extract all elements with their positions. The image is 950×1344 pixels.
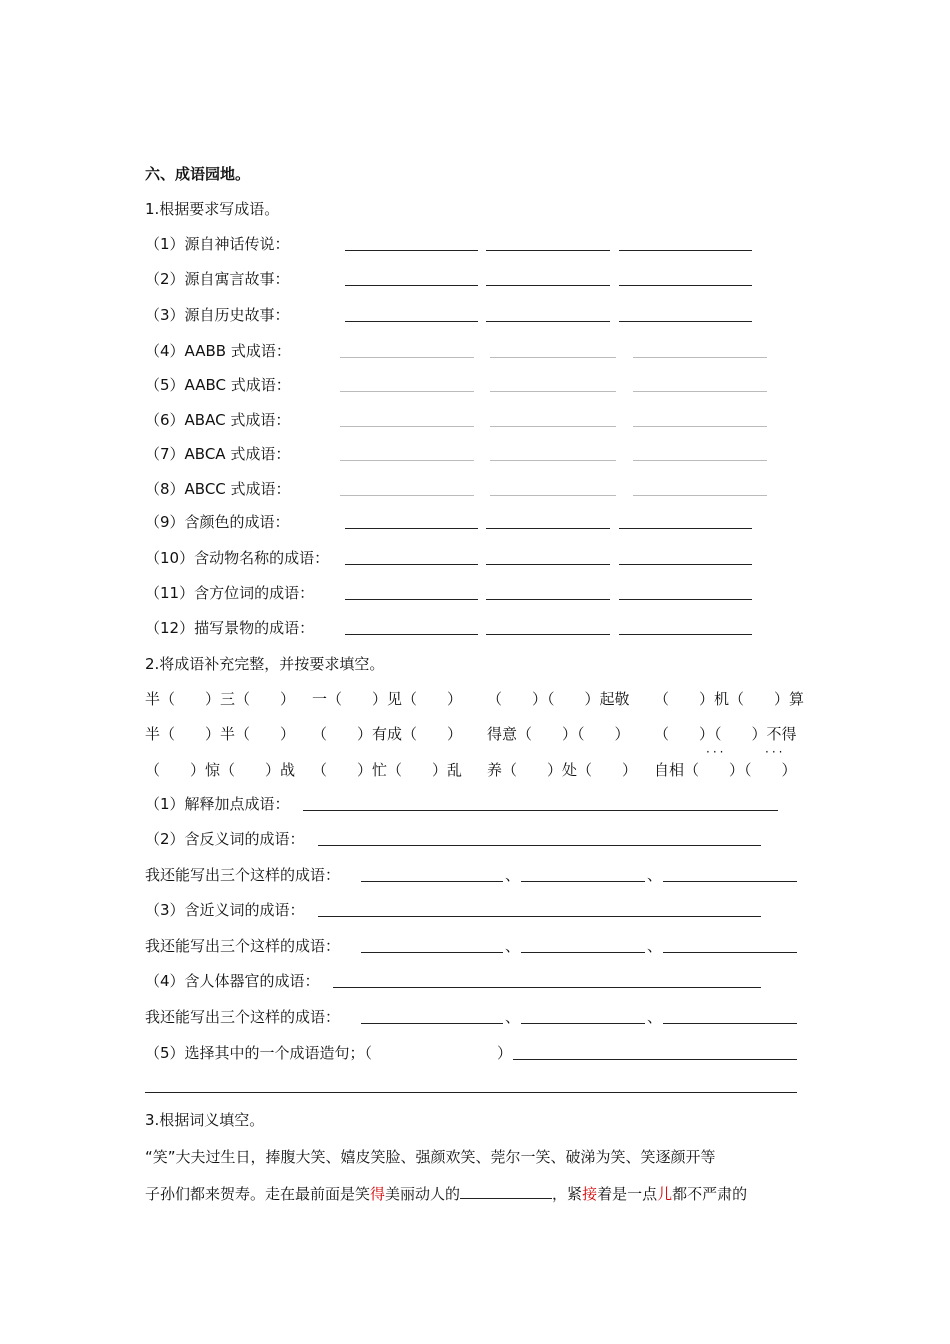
q2-more-blank[interactable] — [663, 881, 797, 882]
q1-answer-blank[interactable] — [340, 357, 474, 358]
q1-answer-blank[interactable] — [619, 599, 752, 600]
q3-paragraph-line2 — [145, 1184, 810, 1204]
q1-item-label: （10）含动物名称的成语： — [145, 549, 330, 567]
idiom-cell[interactable]: （ ）（ ）不得 — [654, 725, 797, 743]
q1-answer-blank[interactable] — [345, 250, 478, 251]
idiom-cell[interactable]: （ ）忙（ ）乱 — [312, 761, 463, 779]
q2-sub5-label: （5）选择其中的一个成语造句；（ — [145, 1044, 373, 1062]
q1-item-label: （7）ABCA 式成语： — [145, 445, 291, 463]
q2-title: 2.将成语补充完整，并按要求填空。 — [145, 655, 385, 673]
q3-title: 3.根据词义填空。 — [145, 1111, 265, 1129]
idiom-cell[interactable]: （ ）（ ）起敬 — [487, 690, 630, 708]
q1-answer-blank[interactable] — [345, 285, 478, 286]
q2-more-blank[interactable] — [521, 1023, 645, 1024]
emphasis-dots: ··· — [706, 745, 727, 759]
q1-answer-blank[interactable] — [619, 285, 752, 286]
q2-more-label: 我还能写出三个这样的成语： — [145, 937, 341, 955]
q1-answer-blank[interactable] — [486, 634, 610, 635]
q1-answer-blank[interactable] — [490, 391, 616, 392]
q3-highlight: 儿 — [657, 1185, 673, 1203]
q1-answer-blank[interactable] — [340, 426, 474, 427]
q1-answer-blank[interactable] — [345, 634, 478, 635]
q2-sub1-label: （1）解释加点成语： — [145, 795, 290, 813]
q1-answer-blank[interactable] — [619, 321, 752, 322]
q1-item-label: （4）AABB 式成语： — [145, 342, 291, 360]
q3-text: ，紧 — [552, 1185, 583, 1203]
q1-item-label: （5）AABC 式成语： — [145, 376, 291, 394]
q2-sub3-label: （3）含近义词的成语： — [145, 901, 305, 919]
q1-answer-blank[interactable] — [633, 391, 767, 392]
q3-highlight: 得 — [370, 1185, 386, 1203]
q1-item-label: （8）ABCC 式成语： — [145, 480, 291, 498]
idiom-cell[interactable]: （ ）有成（ ） — [312, 725, 463, 743]
emphasis-dots: ··· — [765, 745, 786, 759]
q1-answer-blank[interactable] — [486, 321, 610, 322]
section-title: 六、成语园地。 — [145, 165, 251, 183]
q2-sub5-blank-line2[interactable] — [145, 1092, 797, 1093]
idiom-cell[interactable]: 自相（ ）（ ） — [654, 761, 797, 779]
q3-text: 美丽动人的 — [385, 1185, 461, 1203]
q2-sub4-label: （4）含人体器官的成语： — [145, 972, 320, 990]
q2-sub5-paren: ） — [497, 1044, 513, 1062]
q2-more-blank[interactable] — [521, 881, 645, 882]
q1-answer-blank[interactable] — [490, 460, 616, 461]
q1-answer-blank[interactable] — [345, 321, 478, 322]
q3-blank[interactable] — [460, 1184, 552, 1199]
idiom-cell[interactable]: 一（ ）见（ ） — [312, 690, 463, 708]
q3-text: 着是一点 — [597, 1185, 658, 1203]
idiom-cell[interactable]: （ ）机（ ）算 — [654, 690, 805, 708]
q1-answer-blank[interactable] — [340, 391, 474, 392]
q1-answer-blank[interactable] — [633, 426, 767, 427]
q1-answer-blank[interactable] — [486, 599, 610, 600]
q1-answer-blank[interactable] — [619, 250, 752, 251]
q1-answer-blank[interactable] — [633, 357, 767, 358]
q1-answer-blank[interactable] — [486, 528, 610, 529]
q1-answer-blank[interactable] — [619, 634, 752, 635]
q1-item-label: （11）含方位词的成语： — [145, 584, 315, 602]
q1-answer-blank[interactable] — [486, 250, 610, 251]
q2-sep: 、 — [647, 1008, 663, 1026]
q2-sub4-blank[interactable] — [333, 987, 761, 988]
q2-more-blank[interactable] — [361, 881, 503, 882]
q2-more-blank[interactable] — [663, 952, 797, 953]
q1-answer-blank[interactable] — [486, 285, 610, 286]
q1-answer-blank[interactable] — [340, 495, 474, 496]
q2-more-blank[interactable] — [521, 952, 645, 953]
q1-item-label: （2）源自寓言故事： — [145, 270, 290, 288]
q1-answer-blank[interactable] — [490, 495, 616, 496]
q2-sep: 、 — [505, 937, 521, 955]
q1-answer-blank[interactable] — [340, 460, 474, 461]
idiom-cell[interactable]: 养（ ）处（ ） — [487, 761, 638, 779]
q1-title: 1.根据要求写成语。 — [145, 200, 280, 218]
q1-answer-blank[interactable] — [619, 564, 752, 565]
idiom-cell[interactable]: 半（ ）三（ ） — [145, 690, 296, 708]
q2-sub2-label: （2）含反义词的成语： — [145, 830, 305, 848]
q2-sep: 、 — [505, 866, 521, 884]
q2-sep: 、 — [647, 937, 663, 955]
idiom-cell[interactable]: （ ）惊（ ）战 — [145, 761, 296, 779]
q3-text: 子孙们都来贺寿。走在最前面是笑 — [145, 1185, 371, 1203]
q3-highlight: 接 — [582, 1185, 598, 1203]
q2-sep: 、 — [647, 866, 663, 884]
q1-item-label: （3）源自历史故事： — [145, 306, 290, 324]
q2-more-label: 我还能写出三个这样的成语： — [145, 1008, 341, 1026]
q2-more-label: 我还能写出三个这样的成语： — [145, 866, 341, 884]
q1-answer-blank[interactable] — [619, 528, 752, 529]
q2-sub1-blank[interactable] — [303, 810, 778, 811]
q2-sub2-blank[interactable] — [318, 845, 761, 846]
q2-sep: 、 — [505, 1008, 521, 1026]
idiom-cell[interactable]: 得意（ ）（ ） — [487, 725, 630, 743]
q2-sub3-blank[interactable] — [318, 916, 761, 917]
q1-answer-blank[interactable] — [345, 599, 478, 600]
idiom-cell[interactable]: 半（ ）半（ ） — [145, 725, 296, 743]
q1-answer-blank[interactable] — [490, 426, 616, 427]
q1-item-label: （1）源自神话传说： — [145, 235, 290, 253]
q1-item-label: （12）描写景物的成语： — [145, 619, 315, 637]
q1-answer-blank[interactable] — [345, 564, 478, 565]
q1-answer-blank[interactable] — [490, 357, 616, 358]
q1-item-label: （6）ABAC 式成语： — [145, 411, 291, 429]
q1-answer-blank[interactable] — [633, 460, 767, 461]
q2-sub5-blank[interactable] — [513, 1059, 797, 1060]
q1-answer-blank[interactable] — [486, 564, 610, 565]
q2-more-blank[interactable] — [663, 1023, 797, 1024]
q2-more-blank[interactable] — [361, 1023, 503, 1024]
q3-paragraph-line1: “笑”大夫过生日，捧腹大笑、嬉皮笑脸、强颜欢笑、莞尔一笑、破涕为笑、笑逐颜开等 — [145, 1148, 716, 1166]
q3-text: 都不严肃的 — [672, 1185, 748, 1203]
q1-item-label: （9）含颜色的成语： — [145, 513, 290, 531]
q1-answer-blank[interactable] — [345, 528, 478, 529]
q1-answer-blank[interactable] — [633, 495, 767, 496]
q2-more-blank[interactable] — [361, 952, 503, 953]
